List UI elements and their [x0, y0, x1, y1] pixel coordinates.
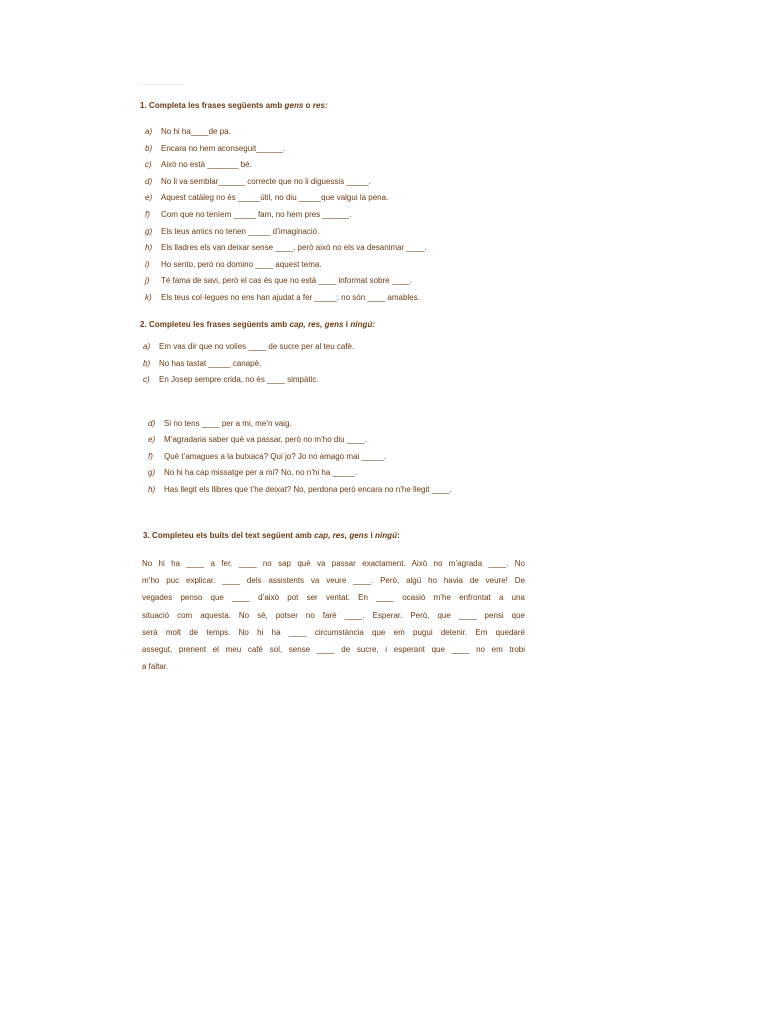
- paragraph-line: No hi ha ____ a fer. ____ no sap què va passar exactament. Això no m’agrada ____. No: [142, 559, 525, 568]
- exercise-item: [148, 485, 452, 494]
- item-letter: g): [145, 226, 153, 236]
- section1-heading: [140, 101, 328, 110]
- item-letter: f): [145, 210, 150, 219]
- exercise-item: [145, 177, 371, 186]
- section3-heading: [143, 531, 400, 540]
- item-letter: a): [145, 127, 153, 136]
- paragraph-line: vegades penso que ____ d’això pot ser veritat. En ____ ocasió m’he enfrontat a una: [142, 593, 525, 603]
- exercise-item: [145, 127, 231, 136]
- item-text: Els teus col·legues no ens han ajudat a fer _____: no són ____ amables.: [161, 293, 420, 302]
- section1-keyword-gens: gens: [284, 101, 304, 110]
- section2-heading: [140, 320, 375, 329]
- section1-heading-prefix: 1. Completa les frases següents amb: [140, 101, 285, 110]
- paragraph-line: a faltar.: [142, 662, 169, 672]
- item-letter: h): [145, 243, 153, 253]
- exercise-item: [145, 210, 351, 219]
- section3-paragraph: [142, 555, 525, 675]
- exercise-item: [148, 452, 386, 461]
- item-text: Ho sento, però no domino ____ aquest tema.: [161, 259, 322, 269]
- exercise-item: [148, 419, 292, 428]
- item-letter: i): [145, 259, 150, 269]
- item-text: No has tastat _____ canapè.: [159, 358, 262, 368]
- section3-heading-prefix: 3. Completeu els buits del text següent amb: [143, 531, 315, 540]
- item-letter: c): [143, 375, 150, 384]
- exercise-item: [145, 144, 285, 153]
- item-text: Em vas dir que no volies ____ de sucre per al teu cafè.: [159, 342, 355, 351]
- item-letter: b): [145, 143, 153, 153]
- item-letter: f): [148, 451, 153, 461]
- item-letter: e): [145, 193, 153, 203]
- paragraph-line: m’ho puc explicar. ____ dels assistents va veure ____. Però, algú ho havia de veure! De: [142, 576, 525, 586]
- section3-keywords: cap, res, gens: [314, 531, 369, 540]
- item-text: Té fama de savi, però el cas és que no està ____ informat sobre ____.: [161, 276, 412, 286]
- item-text: Què t’amagues a la butxaca? Qui jo? Jo no amago mai _____.: [164, 451, 386, 461]
- item-letter: j): [145, 276, 150, 286]
- section3-heading-mid: i: [368, 531, 376, 540]
- section1-heading-mid: o: [303, 101, 313, 110]
- exercise-item: [145, 260, 322, 269]
- item-text: Els teus amics no tenen _____ d’imaginació.: [161, 226, 320, 236]
- exercise-item: [145, 243, 427, 252]
- exercise-item: [145, 193, 388, 202]
- exercise-item: [148, 468, 357, 477]
- item-text: Com que no teníem _____ fam, no hem pres ______.: [161, 210, 352, 219]
- item-letter: k): [145, 293, 152, 302]
- exercise-item: [145, 293, 420, 302]
- section2-heading-prefix: 2. Completeu les frases següents amb: [140, 320, 290, 329]
- section3-keyword-ningu: ningú: [375, 531, 398, 540]
- faint-scan-mark: [138, 84, 184, 85]
- section2-keywords: cap, res, gens: [289, 320, 344, 329]
- item-text: Encara no hem aconseguit______.: [161, 143, 286, 153]
- item-text: No hi ha cap missatge per a mi? No, no n’hi ha _____.: [164, 468, 358, 478]
- section2-keyword-ningu: ningú:: [350, 320, 376, 329]
- item-text: M’agradaria saber què va passar, però no m’ho diu ____.: [164, 435, 367, 445]
- exercise-item: [143, 375, 319, 384]
- exercise-item: [145, 276, 412, 285]
- item-letter: b): [143, 358, 151, 368]
- item-text: Si no tens ____ per a mi, me’n vaig.: [164, 419, 292, 428]
- item-text: En Josep sempre crida, no és ____ simpàtic.: [159, 375, 319, 384]
- exercise-item: [145, 227, 319, 236]
- item-text: No hi ha____de pa.: [161, 127, 231, 136]
- item-letter: d): [145, 176, 153, 186]
- section3-heading-suffix: :: [397, 531, 400, 540]
- item-letter: e): [148, 435, 156, 445]
- item-letter: h): [148, 484, 156, 494]
- item-letter: c): [145, 160, 152, 170]
- section2-heading-mid: i: [343, 320, 351, 329]
- item-text: No li va semblar______ correcte que no li diguessis _____.: [161, 176, 371, 186]
- exercise-item: [143, 359, 261, 368]
- item-text: Els lladres els van deixar sense ____, però això no els va desanimar ____.: [161, 243, 427, 253]
- item-letter: g): [148, 468, 156, 478]
- item-letter: a): [143, 342, 151, 351]
- item-letter: d): [148, 419, 156, 428]
- paragraph-line: situació com aquesta. No sé, potser no faré ____. Esperar. Però, que ____ pensi que: [142, 610, 525, 620]
- item-text: Això no està _______ bé.: [161, 160, 252, 170]
- item-text: Aquest catàleg no és _____útil, no diu _____que valgui la pena.: [161, 193, 389, 203]
- paragraph-line: serà molt de temps. No hi ha ____ circumstància que em pugui detenir. Em quedaré: [142, 627, 525, 637]
- paragraph-line: assegut, prenent el meu cafè sol, sense ____ de sucre, i esperant que ____ no em trobi: [142, 644, 525, 654]
- section1-keyword-res: res:: [312, 101, 328, 110]
- exercise-item: [143, 342, 354, 351]
- exercise-item: [148, 435, 367, 444]
- item-text: Has llegit els llibres que t’he deixat? No, perdona però encara no n’he llegit ____.: [164, 484, 452, 494]
- exercise-item: [145, 160, 252, 169]
